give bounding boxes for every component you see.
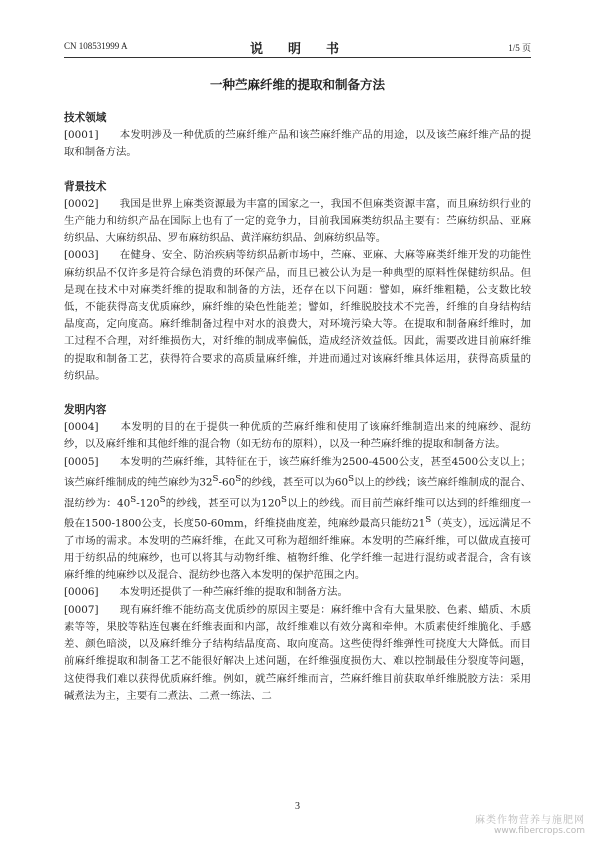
paragraph-0005-text: 的纱线，甚至可以为120 — [165, 497, 282, 509]
paragraph-0005-text: 的纱线，甚至可以为60 — [241, 476, 349, 489]
section-heading-background: 背景技术 — [64, 180, 107, 193]
paragraph-0005-text: [0005] 本发明的苎麻纤维，其特征在于，该苎麻纤维为2500-4500公支，甚至4500公支以上；该苎麻纤维制成的纯苎麻纱为32 — [64, 455, 531, 489]
page-info: 1/5 页 — [508, 43, 531, 53]
page-header — [64, 38, 531, 57]
paragraph-0002: [0002] 我国是世界上麻类资源最为丰富的国家之一，我国不但麻类资源丰富，而且麻纺织行业的生产能力和纺织产品在国际上也有了一定的竞争力，目前我国麻类纺织品主要有：苎麻纺织品、亚麻纺织品、大麻纺织品、罗布麻纺织品、黄洋麻纺织品、剑麻纺织品等。 — [64, 197, 531, 245]
document-number: CN 108531999 A — [64, 41, 128, 51]
page-number: 3 — [295, 801, 300, 812]
watermark-site-name: 麻类作物营养与施肥网 — [475, 815, 585, 826]
paragraph-0004: [0004] 本发明的目的在于提供一种优质的苎麻纤维和使用了该麻纤维制造出来的纯麻纱、混纺纱，以及麻纤维和其他纤维的混合物（如无纺布的原料），以及一种苎麻纤维的提取和制备方法。 — [64, 421, 531, 451]
watermark-url: www.fibercrops.com — [494, 826, 585, 836]
paragraph-0005 — [64, 454, 531, 585]
document-body — [64, 110, 531, 705]
superscript-s: S — [130, 494, 137, 505]
header-rule — [64, 57, 531, 58]
section-heading-tech-field: 技术领域 — [64, 112, 107, 124]
watermark — [475, 811, 585, 836]
document-type: 说 明 书 — [249, 42, 345, 57]
paragraph-0005-text: 以上的纱线。而目前苎麻纤维可以达到的纤维细度一般在1500-1800公支，长度50-60mm，纤维挠曲度差，纯麻纱最高只能纺21 — [64, 497, 531, 530]
superscript-s: S — [348, 473, 355, 484]
document-title: 一种苎麻纤维的提取和制备方法 — [209, 77, 385, 92]
paragraph-0001: [0001] 本发明涉及一种优质的苎麻纤维产品和该苎麻纤维产品的用途，以及该苎麻纤维产品的提取和制备方法。 — [64, 129, 531, 159]
paragraph-0005-text: -120 — [136, 497, 160, 509]
superscript-s: S — [281, 494, 287, 505]
superscript-s: S — [235, 473, 242, 484]
superscript-s: S — [425, 515, 432, 526]
section-heading-summary: 发明内容 — [64, 404, 107, 417]
superscript-s: S — [212, 473, 219, 484]
paragraph-0007: [0007] 现有麻纤维不能纺高支优质纱的原因主要是：麻纤维中含有大量果胶、色素、蜡质、木质素等等，果胶等粘连包裹在纤维表面和内部，故纤维难以有效分离和牵伸。木质素使纤维脆化、手感差、颜色暗淡，以及麻纤维分子结构结晶度高、取向度高。这些使得纤维弹性可挠度大大降低。而目前麻纤维提取和制备工艺不能很好解决上述问题，在纤维强度损伤大、难以控制最佳分裂度等问题，这使得我们难以获得优质麻纤维。例如，就苎麻纤维而言，苎麻纤维目前获取单纤维脱胶方法：采用碱煮法为主，主要有二煮法、二煮一练法、二 — [64, 603, 531, 702]
paragraph-0006: [0006] 本发明还提供了一种苎麻纤维的提取和制备方法。 — [64, 586, 348, 599]
paragraph-0005-text: 以上的纱线；该苎麻纤维制成的混合、混纺纱为：40 — [64, 476, 531, 509]
paragraph-0003: [0003] 在健身、安全、防治疾病等纺织品新市场中，苎麻、亚麻、大麻等麻类纤维开发的功能性麻纺织品不仅许多是符合绿色消费的环保产品，而且已被公认为是一种典型的原料性保健纺织品。但是现在技术中对麻类纤维的提取和制备的方法，还存在以下问题：譬如，麻纤维粗糙，公支数比较低，不能获得高支优质麻纱，麻纤维的染色性能差；譬如，纤维脱胶技术不完善，纤维的自身结构结晶度高，定向度高。麻纤维制备过程中对水的浪费大，对环境污染大等。在提取和制备麻纤维时，加工过程不合理，对纤维损伤大，对纤维的制成率偏低，造成经济效益低。因此，需要改进目前麻纤维的提取和制备工艺，获得符合要求的高质量麻纤维，并进而通过对该麻纤维具体运用，获得高质量的纺织品。 — [64, 249, 531, 382]
paragraph-0005-text: （英支），远远满足不了市场的需求。本发明的苎麻纤维，在此又可称为超细纤维麻。本发明的苎麻纤维，可以做成直接可用于纺织品的纯麻纱，也可以将其与动物纤维、植物纤维、化学纤维一起进行混纺或者混合，含有该麻纤维的纯麻纱以及混合、混纺纱也落入本发明的保护范围之内。 — [64, 517, 531, 582]
paragraph-0005-text: -60 — [218, 476, 236, 489]
superscript-s: S — [159, 494, 166, 505]
